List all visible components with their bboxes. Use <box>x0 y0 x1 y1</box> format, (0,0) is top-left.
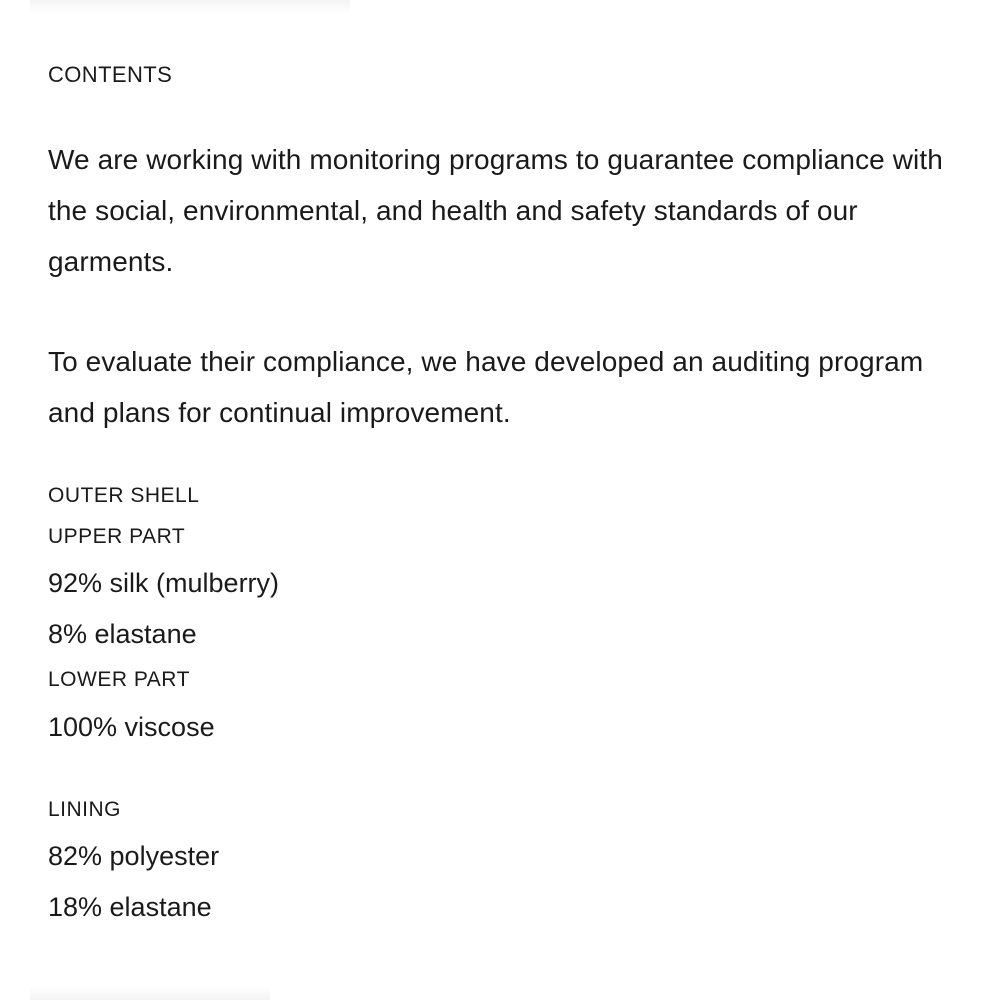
material-item: 92% silk (mulberry) <box>48 568 280 598</box>
outer-shell-heading: OUTER SHELL <box>48 484 200 507</box>
compliance-paragraph: We are working with monitoring programs to guarantee compliance with the social, environmental, and health and safety standards of our garments. <box>48 144 943 277</box>
lower-part-heading: LOWER PART <box>48 668 190 691</box>
bottom-fade-edge <box>30 986 270 1000</box>
upper-part-heading: UPPER PART <box>48 525 186 548</box>
auditing-paragraph: To evaluate their compliance, we have developed an auditing program and plans for continual improvement. <box>48 346 924 428</box>
material-item: 100% viscose <box>48 712 215 742</box>
lining-heading: LINING <box>48 798 122 821</box>
material-item: 18% elastane <box>48 892 212 922</box>
top-fade-edge <box>30 0 350 14</box>
material-item: 8% elastane <box>48 619 197 649</box>
material-item: 82% polyester <box>48 841 220 871</box>
contents-title: CONTENTS <box>48 62 173 87</box>
